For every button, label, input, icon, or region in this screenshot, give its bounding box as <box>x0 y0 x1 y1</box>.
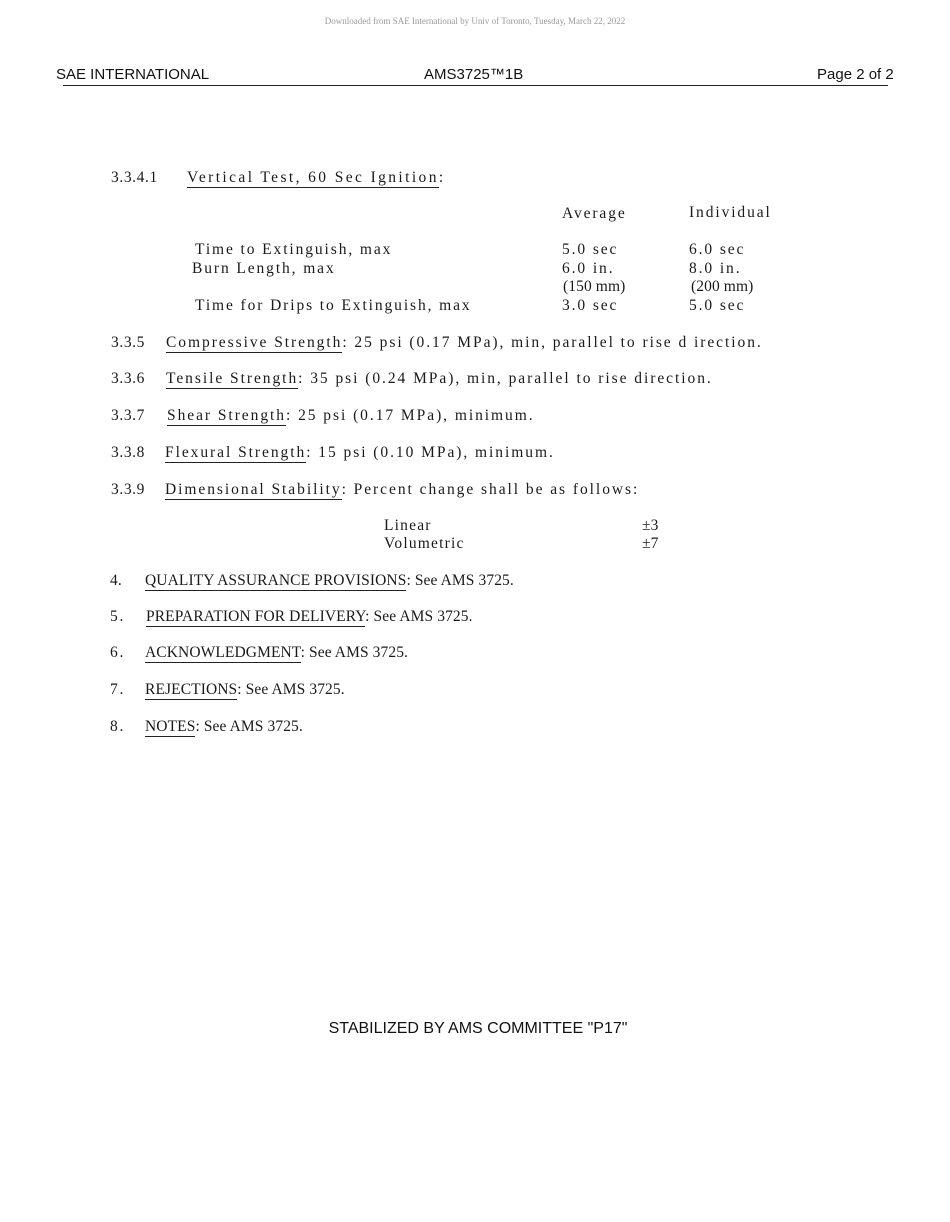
section-title-8: NOTES <box>145 718 196 735</box>
table-cell-average-metric: (150 mm) <box>563 278 626 295</box>
section-number-336: 3.3.6 <box>111 370 145 387</box>
section-heading-3341 <box>187 169 446 187</box>
section-number-337: 3.3.7 <box>111 407 145 424</box>
section-title-338: Flexural Strength <box>165 444 307 461</box>
column-header-individual: Individual <box>689 204 772 221</box>
section-line-338 <box>165 444 555 462</box>
stability-value: ±3 <box>642 517 659 534</box>
table-row-label: Time for Drips to Extinguish, max <box>195 297 472 314</box>
table-cell-individual: 8.0 in. <box>689 260 742 277</box>
table-row-label: Time to Extinguish, max <box>195 241 393 258</box>
section-text-339: : Percent change shall be as follows: <box>341 481 640 498</box>
section-text-5: : See AMS 3725. <box>365 608 473 625</box>
table-row-label: Burn Length, max <box>192 260 336 277</box>
section-line-337 <box>167 407 535 425</box>
section-text-8: : See AMS 3725. <box>195 718 303 735</box>
stabilized-footer: STABILIZED BY AMS COMMITTEE "P17" <box>328 1020 628 1037</box>
section-number-5: 5. <box>110 608 126 625</box>
stability-value: ±7 <box>642 535 659 552</box>
section-text-6: : See AMS 3725. <box>300 644 409 661</box>
section-title-7: REJECTIONS <box>145 681 238 698</box>
section-line-8 <box>145 718 303 736</box>
table-cell-individual: 6.0 sec <box>689 241 746 258</box>
section-title-335: Compressive Strength <box>166 334 343 351</box>
section-line-335 <box>166 334 763 352</box>
stability-label: Volumetric <box>384 535 465 552</box>
header-document-number: AMS3725™1B <box>424 66 524 83</box>
section-text-7: : See AMS 3725. <box>237 681 345 698</box>
table-cell-individual-metric: (200 mm) <box>691 278 754 295</box>
column-header-average: Average <box>562 205 627 222</box>
stability-label: Linear <box>384 517 432 534</box>
table-cell-average: 6.0 in. <box>562 260 615 277</box>
section-text-338: : 15 psi (0.10 MPa), minimum. <box>306 444 555 461</box>
section-line-7 <box>145 681 345 699</box>
section-number-339: 3.3.9 <box>111 481 145 498</box>
section-number-8: 8. <box>110 718 126 735</box>
header-publisher: SAE INTERNATIONAL <box>56 66 210 83</box>
table-cell-average: 3.0 sec <box>562 297 619 314</box>
section-number-7: 7. <box>110 681 126 698</box>
section-number-338: 3.3.8 <box>111 444 145 461</box>
table-cell-average: 5.0 sec <box>562 241 619 258</box>
section-text-335: : 25 psi (0.17 MPa), min, parallel to rise d irection. <box>342 334 763 351</box>
header-page-number: Page 2 of 2 <box>817 66 894 83</box>
section-line-336 <box>166 370 713 388</box>
section-title-4: QUALITY ASSURANCE PROVISIONS <box>145 572 407 589</box>
section-title-339: Dimensional Stability <box>165 481 342 498</box>
section-number-3341: 3.3.4.1 <box>111 169 158 186</box>
section-number-4: 4. <box>110 572 122 589</box>
header-rule <box>63 85 888 86</box>
section-text-337: : 25 psi (0.17 MPa), minimum. <box>286 407 535 424</box>
section-title-336: Tensile Strength <box>166 370 299 387</box>
download-watermark: Downloaded from SAE International by Univ of Toronto, Tuesday, March 22, 2022 <box>324 16 626 26</box>
section-line-5 <box>146 608 473 626</box>
section-number-6: 6. <box>110 644 126 661</box>
section-line-339 <box>165 481 639 499</box>
section-title-6: ACKNOWLEDGMENT <box>145 644 301 661</box>
section-line-6 <box>145 644 408 662</box>
section-title-337: Shear Strength <box>167 407 286 424</box>
section-line-4 <box>145 572 514 590</box>
section-title-3341: Vertical Test, 60 Sec Ignition <box>187 169 439 186</box>
section-colon-3341: : <box>438 169 446 186</box>
section-number-335: 3.3.5 <box>111 334 145 351</box>
section-text-4: : See AMS 3725. <box>406 572 514 589</box>
table-cell-individual: 5.0 sec <box>689 297 746 314</box>
section-title-5: PREPARATION FOR DELIVERY <box>146 608 366 625</box>
section-text-336: : 35 psi (0.24 MPa), min, parallel to rise direction. <box>298 370 713 387</box>
